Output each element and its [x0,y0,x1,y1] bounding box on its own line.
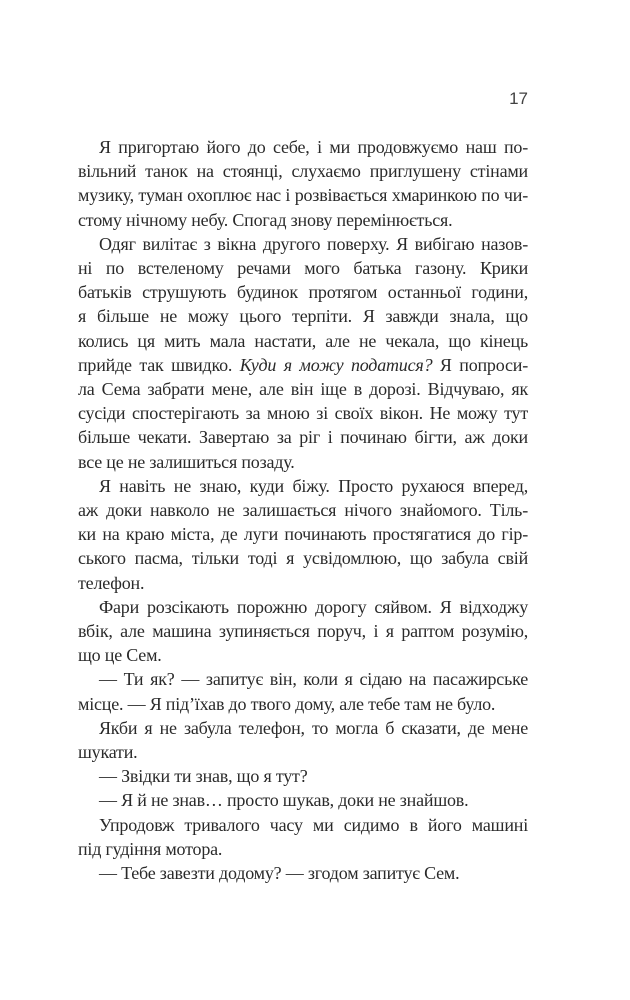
text-line: все це не залишиться позаду. [78,451,295,472]
text-line: вільний танок на стоянці, слухаємо приглушену стінами [78,161,528,182]
text-line: батьків струшують будинок протягом останньої години, [78,282,528,303]
italic-phrase: Куди я можу податися? [239,354,433,375]
text-line: стому нічному небу. Спогад знову перемінюється. [78,209,453,230]
text-line: Фари розсікають порожню дорогу сяйвом. Я відходжу [99,596,528,617]
text-line: Я пригортаю його до себе, і ми продовжуємо наш по- [99,137,528,157]
text-line: шукати. [78,742,138,763]
paragraph [78,232,528,474]
paragraph [78,861,528,885]
text-line: — Звідки ти знав, що я тут? [99,766,308,787]
paragraph [78,135,528,232]
page-number: 17 [509,89,528,108]
text-line: більше чекати. Завертаю за ріг і починаю бігти, аж доки [78,427,528,448]
text-line: Упродовж тривалого часу ми сидимо в його машині [99,814,528,835]
text-line: Одяг вилітає з вікна другого поверху. Я вибігаю назов- [99,233,528,254]
text-line: колись ця мить мала настати, але не чекала, що кінець [78,330,528,351]
text-line: я більше не можу цього терпіти. Я завжди знала, що [78,306,528,327]
text-line: Якби я не забула телефон, то могла б сказати, де мене [99,717,528,738]
text-line: під гудіння мотора. [78,838,223,859]
text-line: музику, туман охоплює нас і розвівається хмаринкою по чи- [78,185,528,206]
paragraph [78,667,528,715]
text-line: місце. — Я під’їхав до твого дому, але тебе там не було. [78,693,496,714]
paragraph [78,788,528,812]
text-line: — Тебе завезти додому? — згодом запитує Сем. [99,863,460,884]
paragraph [78,716,528,764]
text-line: телефон. [78,572,145,593]
text-line: ки на краю міста, де луги починають простягатися до гір- [78,524,528,545]
paragraph [78,474,528,595]
text-line: Я навіть не знаю, куди біжу. Просто рухаюся вперед, [99,475,528,496]
text-line: — Ти як? — запитує він, коли я сідаю на пасажирське [99,669,528,690]
text-line: ла Сема забрати мене, але він іще в дорозі. Відчуваю, як [78,379,528,400]
text-line: що це Сем. [78,645,162,666]
body-text [78,135,528,885]
paragraph [78,813,528,861]
text-line: аж доки навколо не залишається нічого знайомого. Тіль- [78,500,528,521]
text-line: — Я й не знав… просто шукав, доки не знайшов. [99,790,469,811]
text-line: вбік, але машина зупиняється поруч, і я раптом розумію, [78,621,528,642]
paragraph [78,595,528,668]
text-line: ського пасма, тільки тоді я усвідомлюю, що забула свій [78,548,528,569]
text-line: ні по встеленому речами мого батька газону. Крики [78,258,528,279]
paragraph [78,764,528,788]
text-line: сусіди спостерігають за мною зі своїх вікон. Не можу тут [78,403,528,424]
text-line: прийде так швидко. Куди я можу податися? Я попроси- [78,354,528,375]
